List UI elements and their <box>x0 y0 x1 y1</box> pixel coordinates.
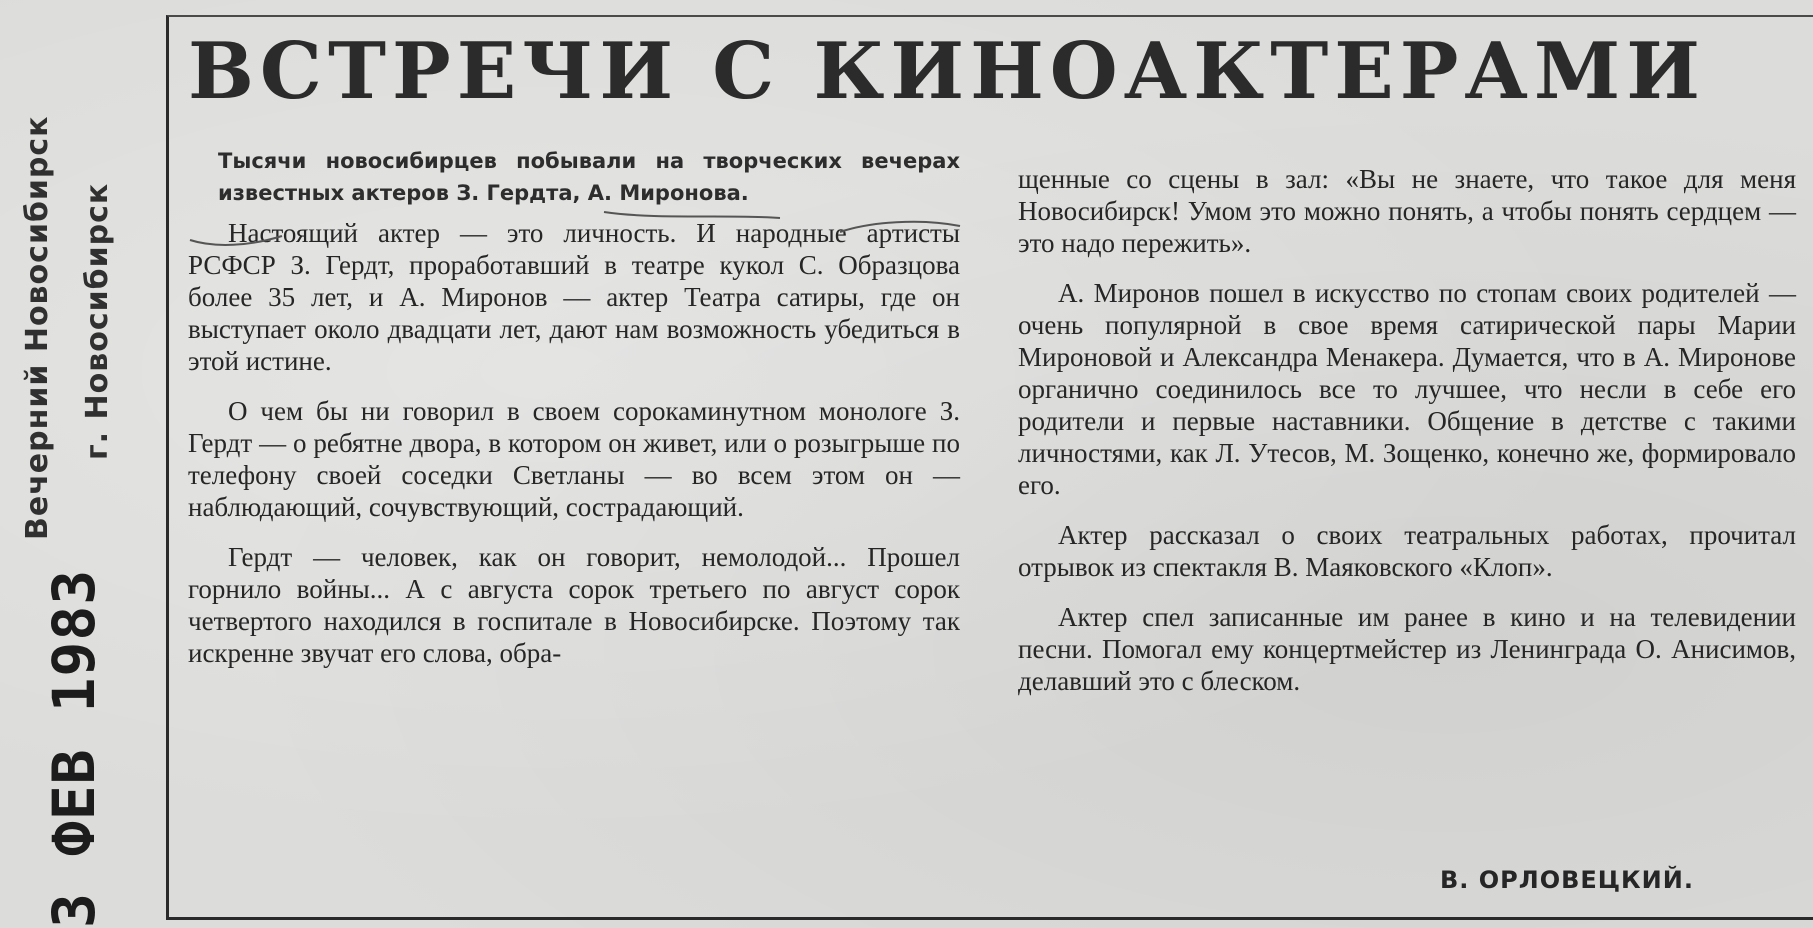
date-stamp: 3 ФЕВ 1983 <box>40 568 108 928</box>
article-paragraph: Актер рассказал о своих театральных работах, прочитал отрывок из спектакля В. Маяковского «Клоп». <box>1018 520 1796 582</box>
article-column-left <box>188 145 960 687</box>
article-column-right <box>1018 163 1796 715</box>
article-paragraph: Гердт — человек, как он говорит, немолодой... Прошел горнило войны... А с августа сорок третьего по август сорок четвертого находился в госпитале в Новосибирске. Поэтому так искренне звучат его слова, обра- <box>188 542 960 668</box>
article-headline: ВСТРЕЧИ С КИНОАКТЕРАМИ <box>188 26 1706 117</box>
city-stamp: г. Новосибирск <box>80 182 115 460</box>
article-paragraph: Настоящий актер — это личность. И народные артисты РСФСР З. Гердт, проработавший в театре кукол С. Образцова более 35 лет, и А. Миронов — актер Театра сатиры, где он выступает около двадцати лет, дают нам возможность убедиться в этой истине. <box>188 218 960 376</box>
article-paragraph: О чем бы ни говорил в своем сорокаминутном монологе З. Гердт — о ребятне двора, в котором он живет, или о розыгрыше по телефону своей соседки Светланы — во всем этом он — наблюдающий, сочувствующий, сострадающий. <box>188 396 960 522</box>
archive-margin <box>0 0 160 928</box>
article-paragraph-continuation: щенные со сцены в зал: «Вы не знаете, что такое для меня Новосибирск! Умом это можно понять, а чтобы понять сердцем — это надо пережить». <box>1018 164 1796 258</box>
article-paragraph: А. Миронов пошел в искусство по стопам своих родителей — очень популярной в свое время сатирической пары Марии Мироновой и Александра Менакера. Думается, что в А. Миронове органично соединилось все то лучшее, что несли в себе его родители и первые наставники. Общение в детстве с такими личностями, как Л. Утесов, М. Зощенко, конечно же, формировало его. <box>1018 278 1796 500</box>
article-paragraph: Актер спел записанные им ранее в кино и на телевидении песни. Помогал ему концертмейстер из Ленинграда О. Анисимов, делавший это с блеском. <box>1018 602 1796 696</box>
author-signature: В. ОРЛОВЕЦКИЙ. <box>1440 866 1694 894</box>
newspaper-name-stamp: Вечерний Новосибирск <box>20 115 55 540</box>
article-lead: Тысячи новосибирцев побывали на творческих вечерах известных актеров З. Гердта, А. Миронова. <box>218 149 960 205</box>
